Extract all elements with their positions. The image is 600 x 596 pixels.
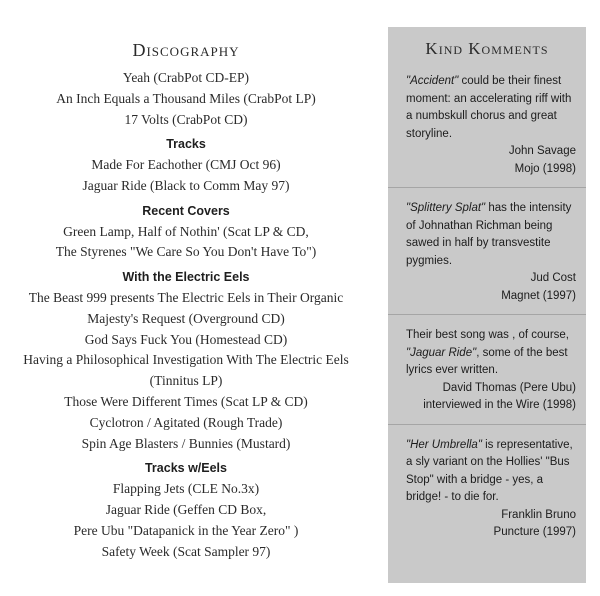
w-eels-item: Jaguar Ride (Geffen CD Box, [105, 501, 267, 517]
divider [388, 314, 586, 315]
eels-item: Those Were Different Times (Scat LP & CD) [64, 393, 308, 409]
release-item: Yeah (CrabPot CD-EP) [122, 70, 250, 85]
quote-block [406, 200, 576, 305]
electric-eels-heading: With the Electric Eels [122, 270, 250, 285]
quote-text [406, 73, 576, 143]
quote-text [406, 200, 576, 270]
quote-body: has the intensity of Johnathan Richman being sawed in half by transvestite pygmies. [406, 202, 572, 267]
eels-item: Cyclotron / Agitated (Rough Trade) [89, 414, 283, 430]
eels-item: (Tinnitus LP) [149, 373, 223, 389]
cover-item: The Styrenes "We Care So You Don't Have To") [55, 244, 317, 260]
release-item: 17 Volts (CrabPot CD) [124, 111, 248, 127]
quote-text [406, 327, 576, 380]
covers-heading: Recent Covers [142, 203, 230, 218]
quote-author: Jud Cost [530, 272, 576, 284]
divider [388, 424, 586, 425]
track-item: Jaguar Ride (Black to Comm May 97) [82, 177, 290, 193]
w-eels-item: Pere Ubu "Datapanick in the Year Zero" ) [73, 522, 299, 538]
quote-author: David Thomas (Pere Ubu) [442, 381, 576, 394]
quote-block [406, 327, 576, 415]
quote-body: could be their finest moment: an accelerating riff with a numbskull chorus and great storyline. [406, 75, 572, 140]
eels-item: Having a Philosophical Investigation With The Electric Eels [23, 352, 349, 368]
quote-block [406, 437, 576, 542]
releases-list [0, 68, 372, 130]
eels-item: Majesty's Request (Overground CD) [87, 310, 285, 326]
tracks-list [0, 155, 372, 197]
eels-item: The Beast 999 presents The Electric Eels in Their Organic [28, 289, 344, 305]
eels-item: God Says Fuck You (Homestead CD) [84, 331, 288, 347]
quote-source: Puncture (1997) [493, 526, 576, 538]
quote-text [406, 437, 576, 507]
electric-eels-list [0, 288, 372, 454]
tracks-heading: Tracks [166, 137, 206, 152]
w-eels-item: Flapping Jets (CLE No.3x) [112, 481, 260, 497]
quote-body: is representative, a sly variant on the Hollies' "Bus Stop" with a bridge - yes, a bridge! - to die for. [406, 438, 573, 503]
release-item: An Inch Equals a Thousand Miles (CrabPot LP) [56, 90, 316, 106]
tracks-w-eels-list [0, 479, 372, 562]
quote-lead: "Splittery Splat" [406, 202, 486, 214]
quote-lead: "Her Umbrella" [406, 438, 482, 451]
w-eels-item: Safety Week (Scat Sampler 97) [101, 543, 271, 559]
eels-item: Spin Age Blasters / Bunnies (Mustard) [81, 435, 291, 451]
tracks-w-eels-heading: Tracks w/Eels [144, 461, 227, 476]
kind-komments-title: Kind Komments [425, 39, 549, 58]
quote-source: Magnet (1997) [501, 289, 576, 302]
covers-list [0, 222, 372, 264]
quote-source: interviewed in the Wire (1998) [423, 399, 576, 411]
divider [388, 187, 586, 188]
cover-item: Green Lamp, Half of Nothin' (Scat LP & CD, [63, 223, 309, 239]
quote-pre: Their best song was , of course, [406, 329, 569, 341]
quote-source: Mojo (1998) [514, 162, 576, 175]
quote-lead: "Jaguar Ride" [406, 346, 477, 359]
quote-lead: "Accident" [406, 75, 459, 87]
quote-block [406, 73, 576, 178]
track-item: Made For Eachother (CMJ Oct 96) [91, 157, 281, 173]
kind-komments-panel [388, 27, 586, 583]
quote-author: John Savage [508, 145, 576, 157]
quote-author: Franklin Bruno [501, 508, 576, 521]
discography-title: Discography [132, 40, 240, 60]
quote-body: , some of the best lyrics ever written. [406, 346, 568, 376]
